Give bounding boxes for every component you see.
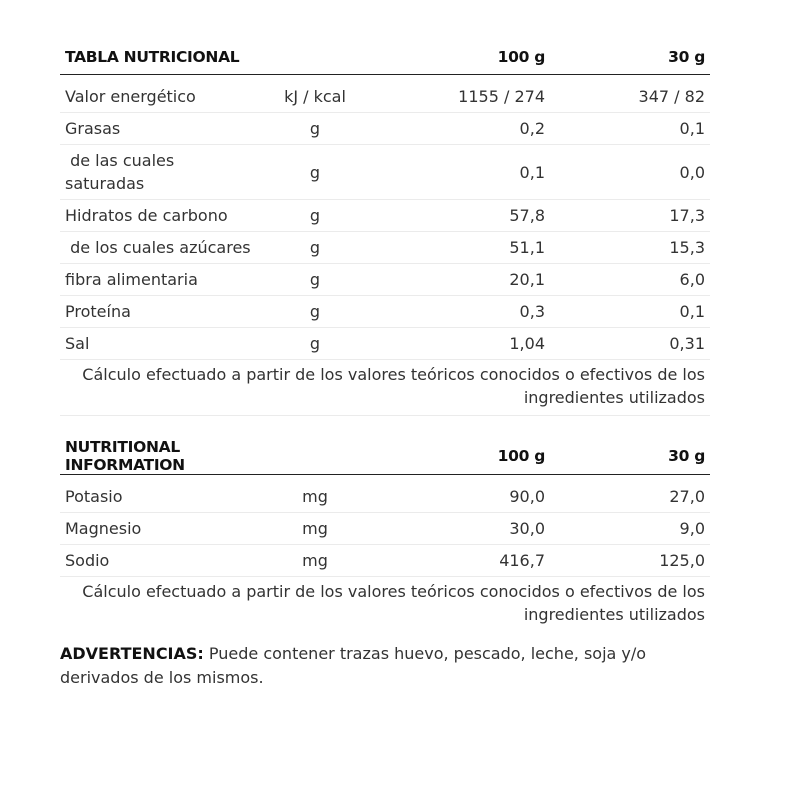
nutrient-unit: g [260,145,370,200]
per-30g-header: 30 g [550,40,710,75]
table-note-row [60,360,710,416]
unit-header [260,40,370,75]
nutrient-name: de los cuales azúcares [60,232,260,264]
nutrient-unit: g [260,296,370,328]
value-30g: 0,0 [550,145,710,200]
nutrient-unit: mg [260,545,370,577]
value-100g: 1,04 [370,328,550,360]
warning-label: ADVERTENCIAS: [60,644,204,663]
calculation-note: Cálculo efectuado a partir de los valores teóricos conocidos o efectivos de los ingredientes utilizados [82,582,705,624]
nutrient-unit: g [260,328,370,360]
table-row [60,113,710,145]
value-30g: 15,3 [550,232,710,264]
table-row [60,145,710,200]
value-30g: 17,3 [550,200,710,232]
nutrient-name: Valor energético [60,75,260,113]
table-row [60,513,710,545]
value-30g: 9,0 [550,513,710,545]
warning-text: Puede contener trazas huevo, pescado, leche, soja y/o derivados de los mismos. [60,644,647,687]
table-row [60,75,710,113]
table-row [60,264,710,296]
nutrient-name: Magnesio [60,513,260,545]
calculation-note: Cálculo efectuado a partir de los valores teóricos conocidos o efectivos de los ingredientes utilizados [60,360,710,416]
value-30g: 6,0 [550,264,710,296]
value-30g: 125,0 [550,545,710,577]
table-row [60,232,710,264]
value-100g: 90,0 [370,475,550,513]
value-30g: 0,1 [550,113,710,145]
nutrient-name: Proteína [60,296,260,328]
table-title: TABLA NUTRICIONAL [60,40,260,75]
table-row [60,475,710,513]
table-header-row [60,40,710,75]
value-100g: 0,3 [370,296,550,328]
nutrient-unit: g [260,264,370,296]
per-30g-header: 30 g [550,438,710,475]
table-note-row [60,577,710,633]
value-100g: 0,1 [370,145,550,200]
nutrient-unit: mg [260,513,370,545]
value-100g: 57,8 [370,200,550,232]
nutrition-table-es [60,40,710,416]
nutrient-unit: mg [260,475,370,513]
nutrient-name: fibra alimentaria [60,264,260,296]
table-row [60,545,710,577]
nutrient-unit: kJ / kcal [260,75,370,113]
unit-header [260,438,370,475]
table-row [60,200,710,232]
nutrient-unit: g [260,113,370,145]
nutrient-unit: g [260,232,370,264]
table-row [60,328,710,360]
value-100g: 416,7 [370,545,550,577]
table-header-row [60,438,710,475]
value-30g: 347 / 82 [550,75,710,113]
value-100g: 51,1 [370,232,550,264]
value-30g: 27,0 [550,475,710,513]
nutrient-name: Grasas [60,113,260,145]
nutrition-content [60,40,710,706]
allergen-warning [60,642,710,690]
value-30g: 0,1 [550,296,710,328]
table-title: NUTRITIONAL INFORMATION [60,438,260,475]
nutrient-name: Sal [60,328,260,360]
nutrition-table-minerals [60,438,710,632]
value-100g: 0,2 [370,113,550,145]
nutrient-name: Potasio [60,475,260,513]
per-100g-header: 100 g [370,438,550,475]
value-100g: 20,1 [370,264,550,296]
value-100g: 30,0 [370,513,550,545]
nutrient-name: Sodio [60,545,260,577]
nutrient-name: de las cuales saturadas [60,145,260,200]
value-30g: 0,31 [550,328,710,360]
nutrient-name: Hidratos de carbono [60,200,260,232]
table-row [60,296,710,328]
value-100g: 1155 / 274 [370,75,550,113]
nutrient-unit: g [260,200,370,232]
per-100g-header: 100 g [370,40,550,75]
